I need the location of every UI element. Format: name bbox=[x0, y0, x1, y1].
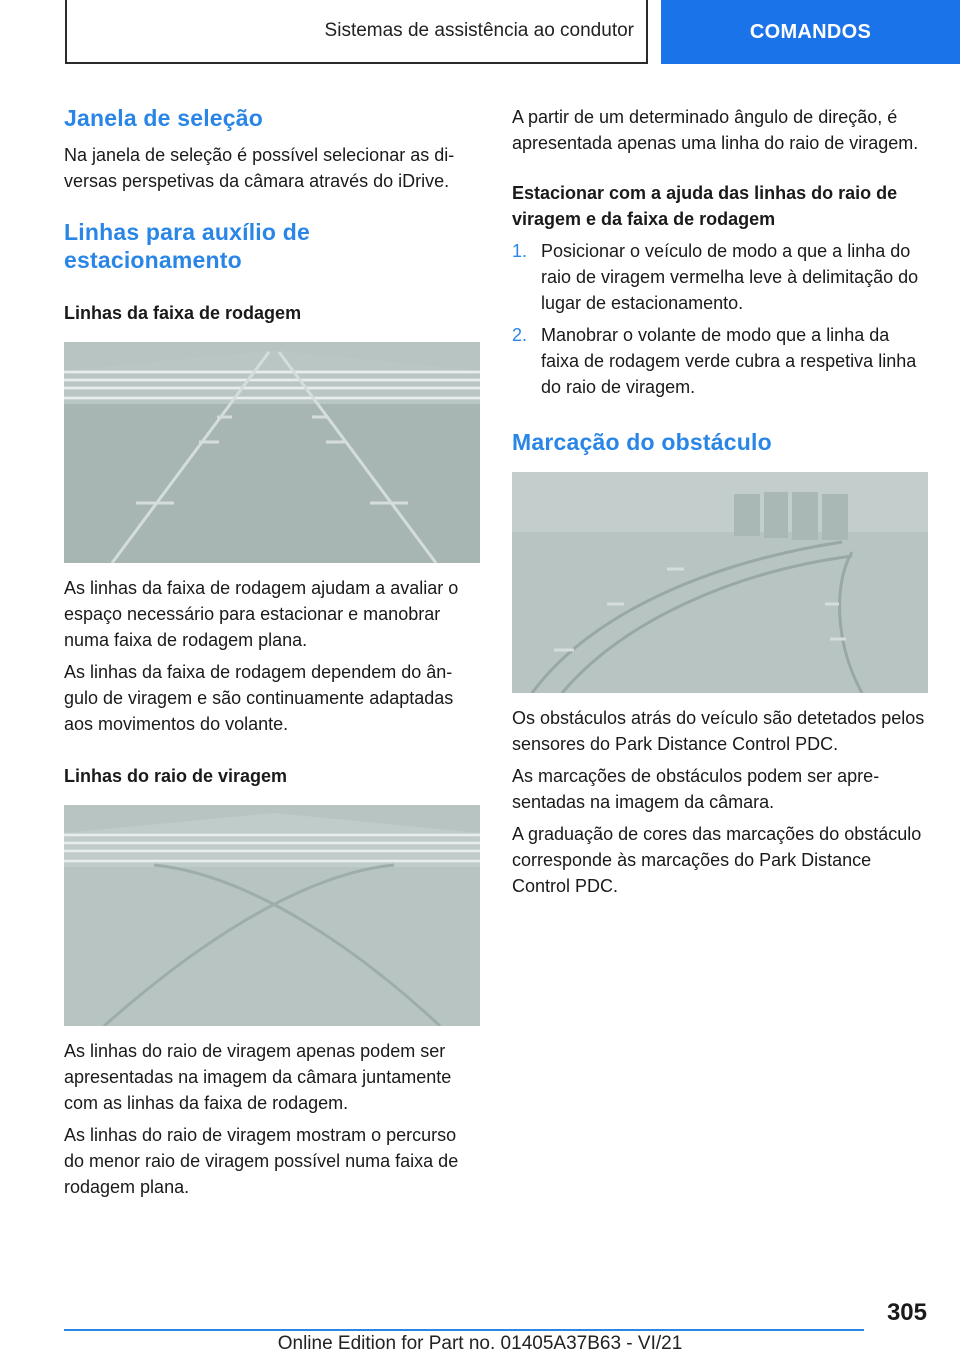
step-text: Posicionar o veículo de modo a que a linha do raio de viragem vermelha leve à delimitação do lugar de estacionamento. bbox=[541, 241, 919, 313]
left-column bbox=[64, 100, 480, 1200]
turning-radius-figure bbox=[64, 805, 480, 1026]
list-item bbox=[512, 238, 928, 316]
para-turning-radius-1: As linhas do raio de viragem apenas podem ser apresentadas na imagem da câmara juntamente com as linhas da faixa de rodagem. bbox=[64, 1041, 452, 1113]
para-single-radius-line: A partir de um determinado ângulo de direção, é apresentada apenas uma linha do raio de viragem. bbox=[512, 107, 919, 153]
heading-parking-with-lines: Estacionar com a ajuda das linhas do raio de viragem e da faixa de rodagem bbox=[512, 183, 898, 229]
header-section-title bbox=[65, 0, 648, 64]
para-lane-lines-2: As linhas da faixa de rodagem dependem do ângulo de viragem e são continuamente adaptadas aos movimentos do volante. bbox=[64, 662, 454, 734]
list-item bbox=[512, 322, 928, 400]
step-number: 1. bbox=[512, 241, 528, 261]
para-obstacle-1: Os obstáculos atrás do veículo são detetados pelos sensores do Park Distance Control PDC. bbox=[512, 708, 925, 754]
header-section-label: Sistemas de assistência ao condutor bbox=[324, 20, 634, 41]
header-chapter-label: COMANDOS bbox=[749, 20, 872, 43]
heading-selection-window: Janela de seleção bbox=[64, 105, 264, 131]
heading-parking-lines: Linhas para auxílio de estacionamento bbox=[64, 219, 310, 273]
step-text: Manobrar o volante de modo que a linha da faixa de rodagem verde cubra a respetiva linha do raio de viragem. bbox=[541, 325, 917, 397]
footer-divider bbox=[64, 1329, 864, 1331]
para-turning-radius-2: As linhas do raio de viragem mostram o percurso do menor raio de viragem possível numa faixa de rodagem plana. bbox=[64, 1125, 459, 1197]
header-chapter-tab bbox=[661, 0, 960, 64]
heading-obstacle-marking: Marcação do obstáculo bbox=[512, 429, 772, 455]
heading-turning-radius-lines: Linhas do raio de viragem bbox=[64, 766, 288, 786]
right-column bbox=[512, 100, 928, 899]
heading-lane-lines: Linhas da faixa de rodagem bbox=[64, 303, 302, 323]
para-obstacle-2: As marcações de obstáculos podem ser apresentadas na imagem da câmara. bbox=[512, 766, 880, 812]
parking-steps-list bbox=[512, 238, 928, 400]
para-lane-lines-1: As linhas da faixa de rodagem ajudam a avaliar o espaço necessário para estacionar e manobrar numa faixa de rodagem plana. bbox=[64, 578, 459, 650]
footer-edition: Online Edition for Part no. 01405A37B63 - VI/21 bbox=[277, 1333, 683, 1354]
para-obstacle-3: A graduação de cores das marcações do obstáculo corresponde às marcações do Park Distance Control PDC. bbox=[512, 824, 922, 896]
obstacle-marking-figure bbox=[512, 472, 928, 693]
lane-lines-figure bbox=[64, 342, 480, 563]
page-number: 305 bbox=[886, 1299, 927, 1326]
step-number: 2. bbox=[512, 325, 528, 345]
para-selection-window: Na janela de seleção é possível selecionar as diversas perspetivas da câmara através do iDrive. bbox=[64, 145, 455, 191]
